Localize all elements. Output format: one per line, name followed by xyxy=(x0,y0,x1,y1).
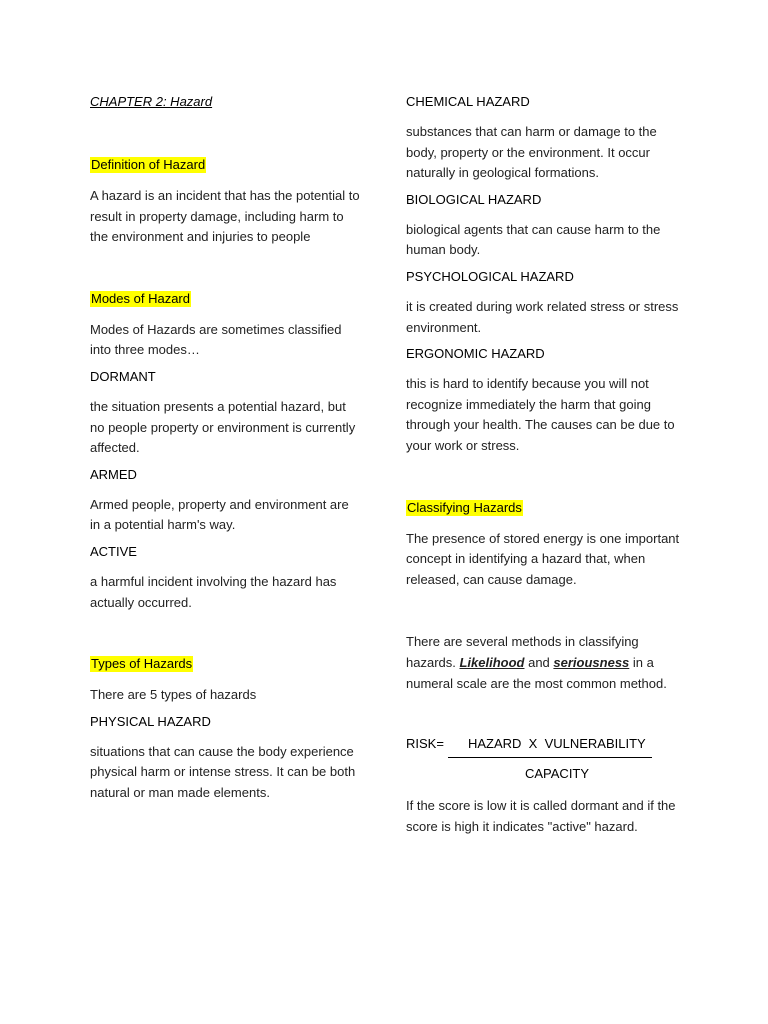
active-heading: ACTIVE xyxy=(90,543,137,559)
types-heading: Types of Hazards xyxy=(91,656,193,672)
ergonomic-hazard-text: this is hard to identify because you will not recognize immediately the harm that going through your health. The causes can be due to your work or stress. xyxy=(406,376,675,453)
chemical-hazard-heading: CHEMICAL HAZARD xyxy=(406,94,530,109)
classifying-text-part1: There are several methods in classifying hazards. xyxy=(406,634,639,670)
modes-heading: Modes of Hazard xyxy=(91,290,190,306)
risk-label: RISK= xyxy=(406,736,444,752)
biological-hazard-text: biological agents that can cause harm to the human body. xyxy=(406,221,661,258)
formula-denominator: CAPACITY xyxy=(525,766,590,782)
types-text: There are 5 types of hazards xyxy=(90,687,257,703)
score-interpretation-text: If the score is low it is called dormant and if the score is high it indicates "active" hazard. xyxy=(406,798,676,834)
dormant-text: the situation presents a potential hazard, but no people property or environment is currently affected. xyxy=(90,398,356,456)
ergonomic-hazard-heading: ERGONOMIC HAZARD xyxy=(406,346,545,362)
active-text: a harmful incident involving the hazard has actually occurred. xyxy=(90,573,337,610)
formula-numerator: HAZARD X VULNERABILITY xyxy=(468,736,646,752)
likelihood-term: Likelihood xyxy=(459,654,525,670)
fraction-bar xyxy=(448,757,652,758)
psychological-hazard-heading: PSYCHOLOGICAL HAZARD xyxy=(406,268,574,284)
risk-formula xyxy=(406,736,682,796)
classifying-text-energy: The presence of stored energy is one important concept in identifying a hazard that, when released, can cause damage. xyxy=(406,530,680,587)
classifying-text-part2: in a numeral scale are the most common method. xyxy=(406,654,667,691)
definition-text: A hazard is an incident that has the potential to result in property damage, including harm to the environment and injuries to people xyxy=(90,188,360,245)
classifying-text-and: and xyxy=(524,654,554,670)
physical-hazard-text: situations that can cause the body experience physical harm or intense stress. It can be both natural or man made elements. xyxy=(90,743,356,800)
classifying-heading: Classifying Hazards xyxy=(407,499,522,515)
modes-text: Modes of Hazards are sometimes classified into three modes… xyxy=(90,321,342,358)
classifying-text-methods xyxy=(406,632,682,694)
psychological-hazard-text: it is created during work related stress or stress environment. xyxy=(406,298,679,335)
seriousness-term: seriousness xyxy=(553,654,630,670)
armed-heading: ARMED xyxy=(90,466,137,482)
dormant-heading: DORMANT xyxy=(90,368,156,384)
physical-hazard-heading: PHYSICAL HAZARD xyxy=(90,713,211,729)
left-column xyxy=(90,94,362,804)
chapter-title: CHAPTER 2: Hazard xyxy=(90,94,213,109)
definition-heading: Definition of Hazard xyxy=(91,157,206,172)
right-column xyxy=(406,94,682,837)
chemical-hazard-text: substances that can harm or damage to the body, property or the environment. It occur naturally in geological formations. xyxy=(406,124,657,181)
biological-hazard-heading: BIOLOGICAL HAZARD xyxy=(406,191,542,207)
armed-text: Armed people, property and environment are in a potential harm's way. xyxy=(90,496,349,533)
